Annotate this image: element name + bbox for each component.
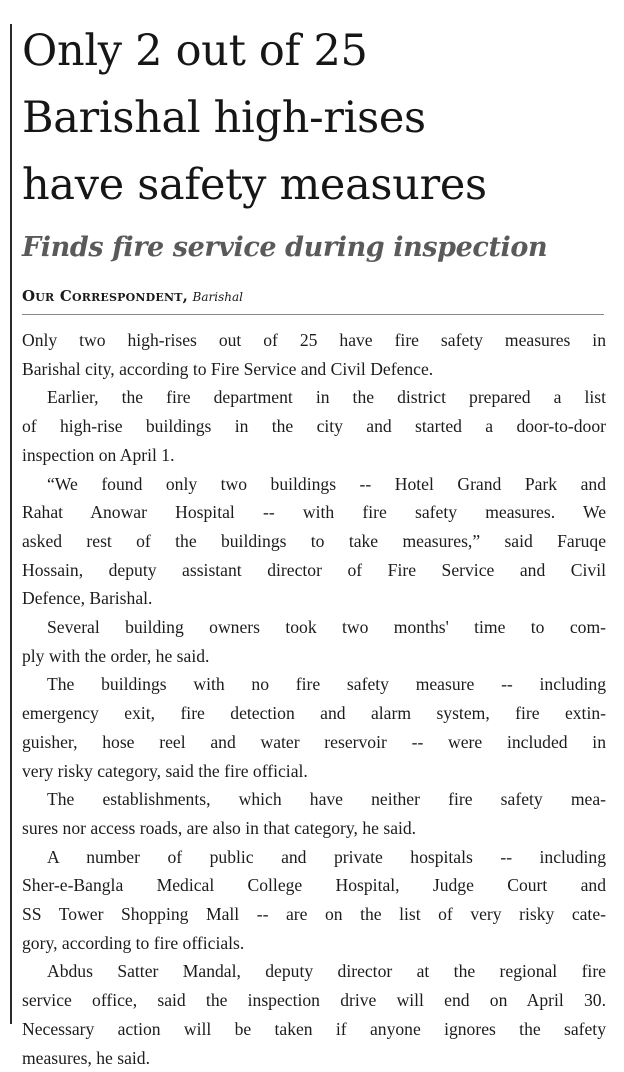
body-line: very risky category, said the fire official.	[22, 760, 308, 781]
body-line: Defence, Barishal.	[22, 588, 153, 609]
body-line: The establishments, which have neither fire safety mea-	[47, 789, 606, 810]
body-line: Rahat Anowar Hospital -- with fire safety measures. We	[22, 502, 606, 523]
body-line: inspection on April 1.	[22, 444, 175, 465]
body-line: emergency exit, fire detection and alarm system, fire extin-	[22, 703, 606, 724]
body-line: asked rest of the buildings to take measures,” said Faruqe	[22, 530, 606, 551]
byline	[22, 286, 243, 307]
byline-divider	[22, 314, 604, 315]
body-line: gory, according to fire officials.	[22, 932, 245, 953]
body-line: measures, he said.	[22, 1047, 151, 1068]
body-line: The buildings with no fire safety measure -- including	[47, 674, 606, 695]
body-line: service office, said the inspection drive will end on April 30.	[22, 990, 606, 1011]
byline-location: Barishal	[192, 290, 243, 304]
headline-line: have safety measures	[22, 160, 487, 210]
body-line: Several building owners took two months' time to com-	[47, 617, 606, 638]
body-line: A number of public and private hospitals -- including	[47, 846, 606, 867]
headline-line: Barishal high-rises	[22, 93, 426, 143]
body-line: Sher-e-Bangla Medical College Hospital, Judge Court and	[22, 875, 606, 896]
body-line: guisher, hose reel and water reservoir -- were included in	[22, 731, 606, 752]
body-line: ply with the order, he said.	[22, 645, 210, 666]
headline-line: Only 2 out of 25	[22, 26, 368, 76]
body-line: Hossain, deputy assistant director of Fire Service and Civil	[22, 559, 606, 580]
body-line: Only two high-rises out of 25 have fire safety measures in	[22, 330, 606, 350]
body-line: SS Tower Shopping Mall -- are on the list of very risky cate-	[22, 904, 606, 925]
article-body	[22, 326, 606, 1072]
body-line: sures nor access roads, are also in that category, he said.	[22, 817, 417, 838]
body-line: Abdus Satter Mandal, deputy director at the regional fire	[47, 961, 606, 982]
column-rule	[10, 24, 12, 1024]
body-line: Earlier, the fire department in the district prepared a list	[47, 387, 606, 408]
body-line: of high-rise buildings in the city and started a door-to-door	[22, 416, 606, 437]
byline-correspondent: Our Correspondent,	[22, 287, 189, 305]
headline	[22, 18, 620, 219]
body-line: Necessary action will be taken if anyone ignores the safety	[22, 1018, 606, 1039]
body-line: “We found only two buildings -- Hotel Grand Park and	[47, 473, 606, 494]
body-line: Barishal city, according to Fire Service and Civil Defence.	[22, 358, 434, 379]
subheadline: Finds fire service during inspection	[22, 232, 548, 263]
